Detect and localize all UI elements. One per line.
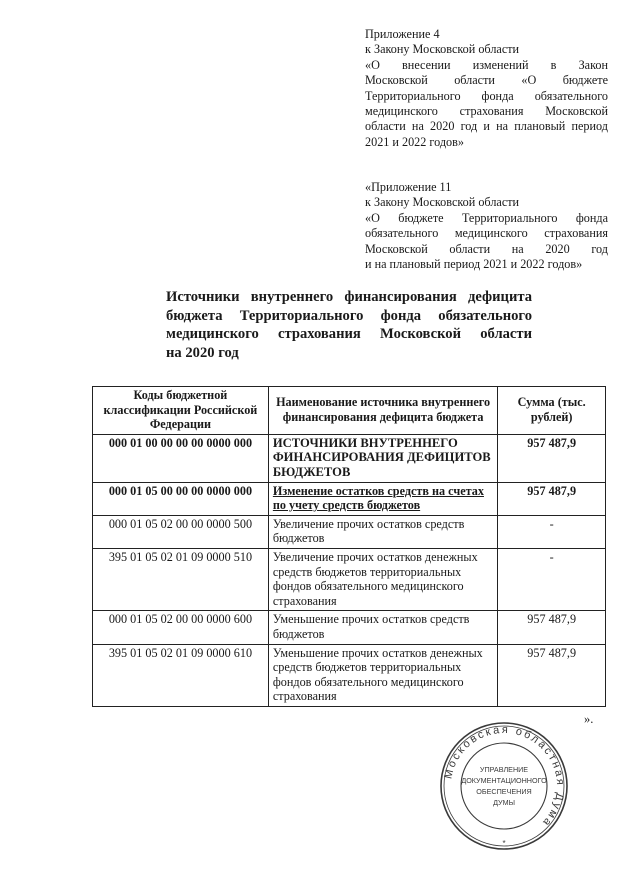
annex-line: 2021 и 2022 годов» xyxy=(365,134,464,149)
row-amount: 957 487,9 xyxy=(498,644,606,706)
annex-line: обязательного медицинского страхования xyxy=(365,226,608,241)
row-amount: 957 487,9 xyxy=(498,482,606,515)
table-row xyxy=(93,548,606,610)
row-name: Уменьшение прочих остатков денежных средств бюджетов территориальных фондов обязательного медицинского страхования xyxy=(268,644,497,706)
annex-line: Приложение 4 xyxy=(365,27,440,41)
table-row xyxy=(93,434,606,482)
row-amount: 957 487,9 xyxy=(498,434,606,482)
annex-11-header xyxy=(365,180,608,272)
header-amount: Сумма (тыс. рублей) xyxy=(498,387,606,435)
stamp-seal xyxy=(438,720,570,852)
annex-line: Московской области на 2020 год xyxy=(365,241,608,256)
annex-line: Территориального фонда обязательного xyxy=(365,88,608,103)
row-amount: - xyxy=(498,548,606,610)
svg-text:ДУМЫ: ДУМЫ xyxy=(493,798,515,807)
annex-line: медицинского страхования Московской xyxy=(365,104,608,119)
header-name: Наименование источника внутреннего финансирования дефицита бюджета xyxy=(268,387,497,435)
table-header-row xyxy=(93,387,606,435)
annex-line: к Закону Московской области xyxy=(365,42,520,57)
row-amount: - xyxy=(498,515,606,548)
svg-text:Московская областная Дума: Московская областная Дума xyxy=(442,723,567,830)
row-code: 395 01 05 02 01 09 0000 610 xyxy=(93,644,269,706)
table-row xyxy=(93,482,606,515)
closing-quote: ». xyxy=(584,712,594,726)
annex-line: к Закону Московской области xyxy=(365,195,520,210)
budget-sources-table xyxy=(92,386,606,707)
official-stamp xyxy=(438,720,570,852)
annex-line: и на плановый период 2021 и 2022 годов» xyxy=(365,257,583,272)
row-code: 000 01 05 02 00 00 0000 500 xyxy=(93,515,269,548)
annex-line: области на 2020 год и на плановый период xyxy=(365,119,608,134)
title-line: медицинского страхования Московской области xyxy=(166,326,532,342)
row-name: ИСТОЧНИКИ ВНУТРЕННЕГО ФИНАНСИРОВАНИЯ ДЕФИЦИТОВ БЮДЖЕТОВ xyxy=(268,434,497,482)
table-row xyxy=(93,515,606,548)
row-code: 000 01 05 00 00 00 0000 000 xyxy=(93,482,269,515)
title-line: бюджета Территориального фонда обязательного xyxy=(166,307,532,324)
row-name: Уменьшение прочих остатков средств бюджетов xyxy=(268,611,497,644)
table-row xyxy=(93,611,606,644)
annex-line: «Приложение 11 xyxy=(365,180,452,194)
row-name: Увеличение прочих остатков денежных средств бюджетов территориальных фондов обязательного медицинского страхования xyxy=(268,548,497,610)
table-row xyxy=(93,644,606,706)
header-code: Коды бюджетной классификации Российской Федерации xyxy=(93,387,269,435)
row-amount: 957 487,9 xyxy=(498,611,606,644)
annex-4-header xyxy=(365,27,608,150)
row-code: 000 01 05 02 00 00 0000 600 xyxy=(93,611,269,644)
row-name: Изменение остатков средств на счетах по учету средств бюджетов xyxy=(268,482,497,515)
row-code: 000 01 00 00 00 00 0000 000 xyxy=(93,434,269,482)
title-line: на 2020 год xyxy=(166,344,239,361)
row-name: Увеличение прочих остатков средств бюджетов xyxy=(268,515,497,548)
row-code: 395 01 05 02 01 09 0000 510 xyxy=(93,548,269,610)
svg-text:УПРАВЛЕНИЕ: УПРАВЛЕНИЕ xyxy=(479,765,529,774)
title-line: Источники внутреннего финансирования дефицита xyxy=(166,289,532,305)
annex-line: «О внесении изменений в Закон xyxy=(365,57,608,72)
svg-text:*: * xyxy=(502,839,506,848)
annex-line: Московской области «О бюджете xyxy=(365,73,608,88)
annex-line: «О бюджете Территориального фонда xyxy=(365,210,608,225)
svg-text:ДОКУМЕНТАЦИОННОГО: ДОКУМЕНТАЦИОННОГО xyxy=(461,776,547,785)
document-title xyxy=(166,288,532,362)
svg-text:ОБЕСПЕЧЕНИЯ: ОБЕСПЕЧЕНИЯ xyxy=(476,787,532,796)
